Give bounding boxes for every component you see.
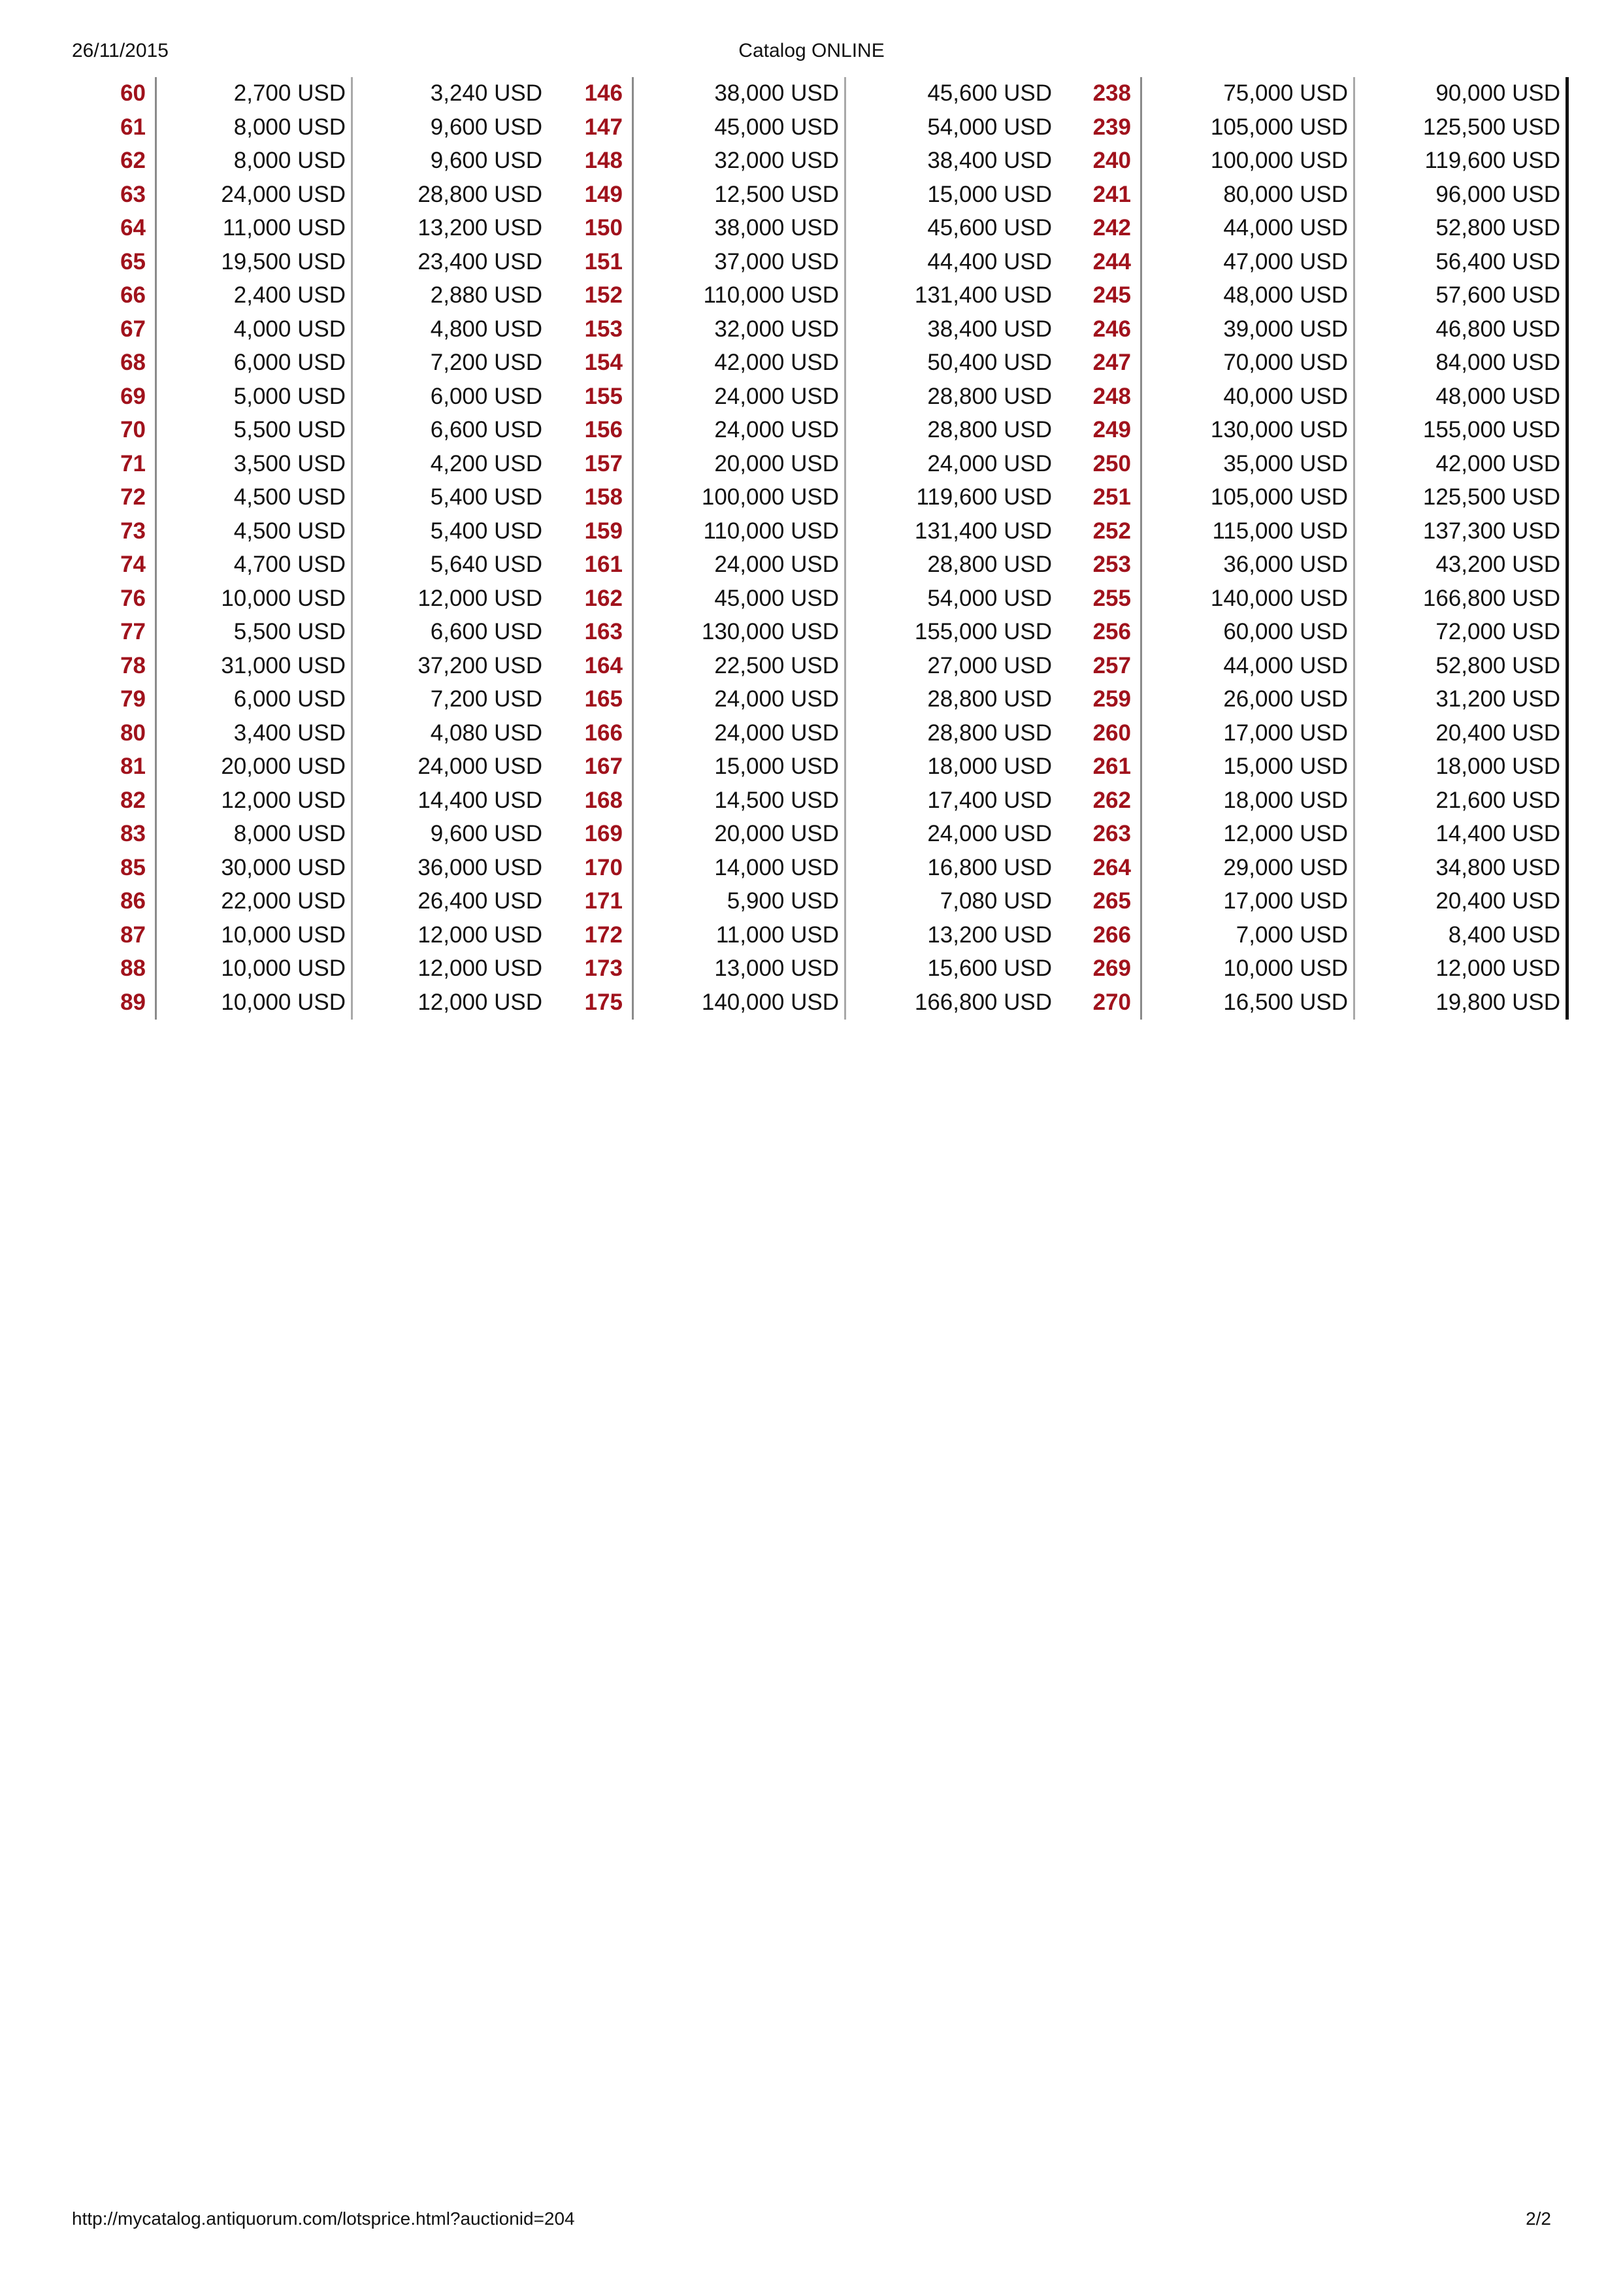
lot-number: 245 [1057,279,1142,313]
lot-number: 62 [72,144,157,178]
estimate-value: 8,000 USD [157,144,353,178]
lot-number: 60 [72,77,157,111]
estimate-value: 12,000 USD [1142,818,1355,852]
table-row [72,414,1560,448]
price-value: 34,800 USD [1355,852,1569,886]
estimate-value: 42,000 USD [634,346,846,380]
estimate-value: 19,500 USD [157,246,353,280]
price-value: 28,800 USD [927,686,1052,712]
estimate-value: 10,000 USD [1142,952,1355,986]
price-value: 13,200 USD [418,215,542,241]
estimate-value: 38,000 USD [634,77,846,111]
table-row [72,481,1560,515]
estimate-value: 2,700 USD [157,77,353,111]
estimate-value: 44,000 USD [1142,650,1355,684]
estimate-value: 4,700 USD [157,548,353,582]
lot-number: 252 [1057,515,1142,549]
price-value: 52,800 USD [1355,212,1569,246]
price-value: 45,600 USD [927,80,1052,106]
estimate-value: 32,000 USD [634,144,846,178]
price-value: 125,500 USD [1355,111,1569,145]
table-row [72,346,1560,380]
table-row [72,784,1560,818]
lot-number: 247 [1057,346,1142,380]
estimate-value: 45,000 USD [634,582,846,616]
estimate-value: 26,000 USD [1142,683,1355,717]
lot-number: 158 [548,481,634,515]
estimate-value: 70,000 USD [1142,346,1355,380]
price-value: 42,000 USD [1355,448,1569,482]
table-row [72,818,1560,852]
lot-number: 260 [1057,717,1142,751]
price-value: 18,000 USD [1355,750,1569,784]
price-value: 28,800 USD [927,383,1052,409]
lot-number: 161 [548,548,634,582]
price-value: 16,800 USD [927,854,1052,880]
page-url: http://mycatalog.antiquorum.com/lotsprice.html?auctionid=204 [72,2208,575,2229]
price-value: 6,600 USD [430,417,542,442]
lot-number: 146 [548,77,634,111]
price-value: 20,400 USD [1355,717,1569,751]
price-value: 7,080 USD [940,888,1052,914]
lot-number: 69 [72,380,157,414]
table-row [72,616,1560,650]
table-row [72,750,1560,784]
estimate-value: 24,000 USD [634,717,846,751]
lot-number: 169 [548,818,634,852]
estimate-value: 20,000 USD [634,448,846,482]
estimate-value: 5,500 USD [157,414,353,448]
price-value: 28,800 USD [418,181,542,207]
lot-number: 82 [72,784,157,818]
estimate-value: 20,000 USD [157,750,353,784]
table-row [72,548,1560,582]
lot-number: 74 [72,548,157,582]
price-value: 12,000 USD [418,989,542,1015]
estimate-value: 31,000 USD [157,650,353,684]
estimate-value: 12,500 USD [634,178,846,212]
estimate-value: 15,000 USD [634,750,846,784]
lot-number: 262 [1057,784,1142,818]
estimate-value: 6,000 USD [157,346,353,380]
table-row [72,111,1560,145]
price-value: 23,400 USD [418,248,542,275]
estimate-value: 24,000 USD [634,548,846,582]
lot-number: 83 [72,818,157,852]
estimate-value: 17,000 USD [1142,885,1355,919]
estimate-value: 30,000 USD [157,852,353,886]
price-value: 44,400 USD [927,248,1052,275]
estimate-value: 12,000 USD [157,784,353,818]
lot-price-table [72,77,1560,1020]
lot-number: 157 [548,448,634,482]
price-value: 2,880 USD [430,282,542,308]
price-value: 17,400 USD [927,787,1052,813]
lot-number: 159 [548,515,634,549]
estimate-value: 37,000 USD [634,246,846,280]
lot-number: 165 [548,683,634,717]
price-value: 13,200 USD [927,922,1052,948]
lot-number: 265 [1057,885,1142,919]
price-value: 15,600 USD [927,956,1052,981]
lot-number: 250 [1057,448,1142,482]
lot-number: 71 [72,448,157,482]
estimate-value: 110,000 USD [634,515,846,549]
table-row [72,77,1560,111]
price-value: 131,400 USD [914,282,1052,308]
table-row [72,650,1560,684]
estimate-value: 14,000 USD [634,852,846,886]
estimate-value: 4,000 USD [157,313,353,347]
estimate-value: 5,000 USD [157,380,353,414]
estimate-value: 140,000 USD [1142,582,1355,616]
page-title: Catalog ONLINE [738,40,885,61]
estimate-value: 105,000 USD [1142,481,1355,515]
price-value: 36,000 USD [418,854,542,880]
table-row [72,448,1560,482]
estimate-value: 10,000 USD [157,986,353,1020]
price-value: 4,800 USD [430,316,542,342]
price-value: 155,000 USD [914,619,1052,644]
lot-number: 171 [548,885,634,919]
price-value: 28,800 USD [927,552,1052,577]
lot-number: 70 [72,414,157,448]
price-value: 5,640 USD [430,552,542,577]
lot-number: 81 [72,750,157,784]
price-value: 131,400 USD [914,518,1052,544]
lot-number: 76 [72,582,157,616]
lot-number: 239 [1057,111,1142,145]
lot-number: 248 [1057,380,1142,414]
lot-number: 173 [548,952,634,986]
lot-number: 163 [548,616,634,650]
estimate-value: 105,000 USD [1142,111,1355,145]
price-value: 14,400 USD [418,787,542,813]
lot-number: 61 [72,111,157,145]
estimate-value: 22,500 USD [634,650,846,684]
estimate-value: 100,000 USD [1142,144,1355,178]
estimate-value: 29,000 USD [1142,852,1355,886]
price-value: 20,400 USD [1355,885,1569,919]
price-value: 8,400 USD [1355,919,1569,953]
lot-number: 63 [72,178,157,212]
price-value: 6,000 USD [430,383,542,409]
lot-number: 266 [1057,919,1142,953]
lot-number: 148 [548,144,634,178]
table-row [72,515,1560,549]
table-row [72,380,1560,414]
lot-number: 64 [72,212,157,246]
price-value: 19,800 USD [1355,986,1569,1020]
lot-number: 270 [1057,986,1142,1020]
estimate-value: 140,000 USD [634,986,846,1020]
lot-number: 251 [1057,481,1142,515]
lot-number: 263 [1057,818,1142,852]
lot-number: 164 [548,650,634,684]
lot-number: 170 [548,852,634,886]
lot-number: 155 [548,380,634,414]
price-value: 56,400 USD [1355,246,1569,280]
lot-number: 261 [1057,750,1142,784]
price-value: 3,240 USD [430,80,542,106]
lot-number: 264 [1057,852,1142,886]
estimate-value: 3,500 USD [157,448,353,482]
price-value: 21,600 USD [1355,784,1569,818]
estimate-value: 24,000 USD [634,414,846,448]
price-value: 57,600 USD [1355,279,1569,313]
lot-number: 257 [1057,650,1142,684]
lot-number: 156 [548,414,634,448]
lot-number: 88 [72,952,157,986]
estimate-value: 11,000 USD [634,919,846,953]
lot-number: 87 [72,919,157,953]
estimate-value: 10,000 USD [157,952,353,986]
page-number: 2/2 [1526,2208,1551,2229]
lot-number: 147 [548,111,634,145]
lot-number: 153 [548,313,634,347]
lot-number: 269 [1057,952,1142,986]
price-value: 12,000 USD [1355,952,1569,986]
table-row [72,582,1560,616]
estimate-value: 115,000 USD [1142,515,1355,549]
price-value: 28,800 USD [927,720,1052,746]
price-value: 12,000 USD [418,585,542,611]
estimate-value: 130,000 USD [634,616,846,650]
lot-number: 66 [72,279,157,313]
price-value: 54,000 USD [927,585,1052,611]
lot-number: 67 [72,313,157,347]
estimate-value: 110,000 USD [634,279,846,313]
table-row [72,919,1560,953]
lot-number: 259 [1057,683,1142,717]
estimate-value: 3,400 USD [157,717,353,751]
estimate-value: 6,000 USD [157,683,353,717]
lot-number: 255 [1057,582,1142,616]
estimate-value: 5,900 USD [634,885,846,919]
price-value: 24,000 USD [418,754,542,779]
price-value: 50,400 USD [927,350,1052,375]
price-value: 119,600 USD [1355,144,1569,178]
estimate-value: 10,000 USD [157,919,353,953]
estimate-value: 100,000 USD [634,481,846,515]
estimate-value: 40,000 USD [1142,380,1355,414]
price-value: 155,000 USD [1355,414,1569,448]
estimate-value: 38,000 USD [634,212,846,246]
estimate-value: 20,000 USD [634,818,846,852]
price-value: 31,200 USD [1355,683,1569,717]
price-value: 9,600 USD [430,114,542,140]
table-row [72,279,1560,313]
estimate-value: 80,000 USD [1142,178,1355,212]
estimate-value: 8,000 USD [157,818,353,852]
estimate-value: 60,000 USD [1142,616,1355,650]
estimate-value: 4,500 USD [157,515,353,549]
lot-number: 80 [72,717,157,751]
estimate-value: 16,500 USD [1142,986,1355,1020]
price-value: 12,000 USD [418,922,542,948]
estimate-value: 45,000 USD [634,111,846,145]
table-row [72,852,1560,886]
price-value: 14,400 USD [1355,818,1569,852]
table-row [72,885,1560,919]
lot-number: 73 [72,515,157,549]
price-value: 38,400 USD [927,316,1052,342]
price-value: 43,200 USD [1355,548,1569,582]
estimate-value: 5,500 USD [157,616,353,650]
lot-number: 242 [1057,212,1142,246]
estimate-value: 39,000 USD [1142,313,1355,347]
price-value: 7,200 USD [430,686,542,712]
price-value: 48,000 USD [1355,380,1569,414]
estimate-value: 75,000 USD [1142,77,1355,111]
estimate-value: 24,000 USD [634,683,846,717]
lot-number: 246 [1057,313,1142,347]
price-value: 6,600 USD [430,619,542,644]
estimate-value: 7,000 USD [1142,919,1355,953]
price-value: 45,600 USD [927,215,1052,241]
price-value: 27,000 USD [927,652,1052,678]
estimate-value: 14,500 USD [634,784,846,818]
lot-number: 249 [1057,414,1142,448]
price-value: 52,800 USD [1355,650,1569,684]
table-row [72,178,1560,212]
lot-number: 65 [72,246,157,280]
price-value: 18,000 USD [927,754,1052,779]
estimate-value: 15,000 USD [1142,750,1355,784]
table-row [72,212,1560,246]
estimate-value: 24,000 USD [157,178,353,212]
lot-number: 77 [72,616,157,650]
price-value: 72,000 USD [1355,616,1569,650]
estimate-value: 48,000 USD [1142,279,1355,313]
price-value: 7,200 USD [430,350,542,375]
table-row [72,313,1560,347]
price-value: 84,000 USD [1355,346,1569,380]
price-value: 166,800 USD [914,989,1052,1015]
estimate-value: 8,000 USD [157,111,353,145]
table-row [72,717,1560,751]
estimate-value: 35,000 USD [1142,448,1355,482]
lot-number: 175 [548,986,634,1020]
estimate-value: 10,000 USD [157,582,353,616]
estimate-value: 44,000 USD [1142,212,1355,246]
price-value: 4,080 USD [430,720,542,746]
lot-number: 241 [1057,178,1142,212]
lot-number: 151 [548,246,634,280]
table-row [72,986,1560,1020]
estimate-value: 47,000 USD [1142,246,1355,280]
price-value: 38,400 USD [927,148,1052,173]
estimate-value: 24,000 USD [634,380,846,414]
lot-number: 167 [548,750,634,784]
lot-number: 150 [548,212,634,246]
lot-number: 240 [1057,144,1142,178]
price-value: 37,200 USD [418,652,542,678]
lot-number: 79 [72,683,157,717]
price-value: 166,800 USD [1355,582,1569,616]
estimate-value: 17,000 USD [1142,717,1355,751]
price-value: 24,000 USD [927,450,1052,476]
price-value: 28,800 USD [927,417,1052,442]
lot-number: 85 [72,852,157,886]
estimate-value: 18,000 USD [1142,784,1355,818]
lot-number: 172 [548,919,634,953]
price-value: 125,500 USD [1355,481,1569,515]
table-row [72,144,1560,178]
lot-number: 162 [548,582,634,616]
lot-number: 168 [548,784,634,818]
lot-number: 86 [72,885,157,919]
price-value: 119,600 USD [916,484,1052,510]
lot-number: 154 [548,346,634,380]
lot-number: 149 [548,178,634,212]
estimate-value: 36,000 USD [1142,548,1355,582]
lot-number: 72 [72,481,157,515]
price-value: 26,400 USD [418,888,542,914]
table-row [72,246,1560,280]
lot-number: 256 [1057,616,1142,650]
lot-number: 253 [1057,548,1142,582]
price-value: 15,000 USD [927,181,1052,207]
price-value: 90,000 USD [1355,77,1569,111]
estimate-value: 22,000 USD [157,885,353,919]
estimate-value: 4,500 USD [157,481,353,515]
price-value: 5,400 USD [430,518,542,544]
estimate-value: 2,400 USD [157,279,353,313]
lot-number: 244 [1057,246,1142,280]
table-row [72,952,1560,986]
price-value: 137,300 USD [1355,515,1569,549]
lot-number: 166 [548,717,634,751]
lot-number: 152 [548,279,634,313]
price-value: 9,600 USD [430,148,542,173]
price-value: 5,400 USD [430,484,542,510]
price-value: 24,000 USD [927,821,1052,846]
lot-number: 238 [1057,77,1142,111]
price-value: 96,000 USD [1355,178,1569,212]
lot-number: 89 [72,986,157,1020]
price-value: 9,600 USD [430,821,542,846]
estimate-value: 13,000 USD [634,952,846,986]
estimate-value: 32,000 USD [634,313,846,347]
price-value: 54,000 USD [927,114,1052,140]
estimate-value: 11,000 USD [157,212,353,246]
estimate-value: 130,000 USD [1142,414,1355,448]
table-row [72,683,1560,717]
price-value: 4,200 USD [430,450,542,476]
price-value: 46,800 USD [1355,313,1569,347]
lot-number: 78 [72,650,157,684]
page-date: 26/11/2015 [72,40,169,61]
lot-number: 68 [72,346,157,380]
price-value: 12,000 USD [418,956,542,981]
